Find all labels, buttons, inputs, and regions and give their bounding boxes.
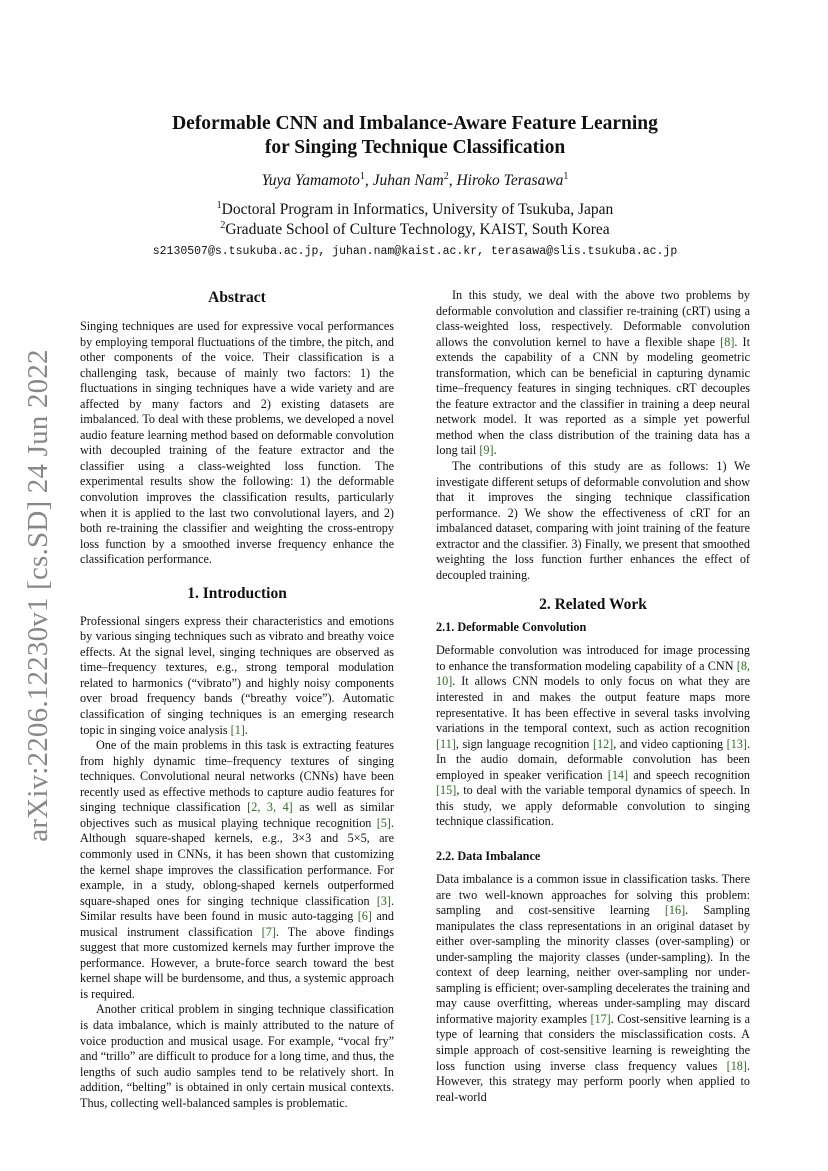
citation-link[interactable]: [5] bbox=[376, 815, 391, 830]
author-list bbox=[80, 172, 750, 190]
citation-link[interactable]: [11] bbox=[436, 736, 456, 751]
affil-mark: 1 bbox=[216, 199, 222, 211]
paper-header bbox=[80, 112, 750, 258]
affil-text: Doctoral Program in Informatics, University of Tsukuba, Japan bbox=[221, 201, 614, 218]
arxiv-id: arXiv:2206.12230v1 [cs.SD] 24 Jun 2022 bbox=[21, 348, 54, 842]
citation-link[interactable]: [12] bbox=[592, 736, 614, 751]
citation-link[interactable]: [8] bbox=[720, 334, 735, 349]
author-name: Yuya Yamamoto bbox=[261, 172, 360, 189]
paper-title bbox=[80, 112, 750, 160]
intro-paragraph-2: One of the main problems in this task is extracting features from highly dynamic time–frequency textures of singing techniques. Convolutional neural networks (CNNs) have been recently used as effective methods to capture audio features for singing technique classification [2, 3, 4] as well as similar objectives such as musical playing technique recognition [5]. Although square-shaped kernels, e.g., 3×3 and 5×5, are commonly used in CNNs, it has been shown that customizing the kernel shape improves the classification performance. For example, in a study, oblong-shaped kernels outperformed square-shaped ones for singing technique classification [3]. Similar results have been found in music auto-tagging [6] and musical instrument classification [7]. The above findings suggest that more customized kernels may further improve the performance. However, a brute-force search toward the best kernel shape will be burdensome, and thus, a systemic approach is required. bbox=[80, 738, 395, 1001]
imbalance-paragraph: Data imbalance is a common issue in classification tasks. There are two well-known approaches for solving this problem: sampling and cost-sensitive learning [16]. Sampling manipulates the class representations in an original dataset by either over-sampling the minority classes (over-sampling) or under-sampling the majority classes (under-sampling). In the context of deep learning, neither over-sampling nor under-sampling is efficient; over-sampling decelerates the training and may cause overfitting, whereas under-sampling may discard informative majority examples [17]. Cost-sensitive learning is a type of learning that considers the misclassification costs. A simple approach of cost-sensitive learning is reweighting the loss function using inverse class frequency values [18]. However, this strategy may perform poorly when applied to real-world bbox=[436, 871, 750, 1104]
affiliation-2 bbox=[80, 220, 750, 240]
citation-link[interactable]: [14] bbox=[607, 767, 629, 782]
author-emails: s2130507@s.tsukuba.ac.jp, juhan.nam@kaist.ac.kr, terasawa@slis.tsukuba.ac.jp bbox=[152, 245, 678, 258]
citation-link[interactable]: [9] bbox=[479, 443, 494, 458]
author-name: Hiroko Terasawa bbox=[456, 172, 564, 189]
contributions-paragraph: The contributions of this study are as follows: 1) We investigate different setups of deformable convolution and show that it improves the singing technique classification performance. 2) We show the effectiveness of cRT for an imbalanced dataset, comparing with joint training of the feature extractor and the classifier. 3) Finally, we present that smoothed weighting the loss function further enhances the effect of decoupled training. bbox=[436, 459, 750, 582]
author-sep: , bbox=[448, 172, 457, 189]
section-heading-related-work: 2. Related Work bbox=[539, 596, 647, 614]
citation-link[interactable]: [8, 10] bbox=[436, 658, 750, 689]
author-affil-mark: 1 bbox=[563, 170, 569, 182]
author-name: Juhan Nam bbox=[372, 172, 444, 189]
abstract-heading: Abstract bbox=[208, 289, 266, 306]
affiliation-1 bbox=[80, 200, 750, 220]
citation-link[interactable]: [18] bbox=[726, 1058, 747, 1073]
author-affil-mark: 1 bbox=[359, 170, 365, 182]
left-column bbox=[80, 288, 394, 1111]
arxiv-watermark bbox=[18, 348, 58, 842]
intro-paragraph-1: Professional singers express their characteristics and emotions by various singing techniques such as vibrato and breathy voice effects. At the signal level, singing techniques are observed as time–frequency textures, e.g., strong temporal modulation related to harmonics (“vibrato”) and highly noisy components over broad frequency bands (“breathy voice”). Automatic classification of singing techniques is an emerging research topic in singing voice analysis [1]. bbox=[80, 613, 394, 737]
citation-link[interactable]: [15] bbox=[436, 783, 457, 798]
abstract-text: Singing techniques are used for expressive vocal performances by employing temporal fluctuations of the timbre, the pitch, and other components of the voice. Their classification is a challenging task, because of mainly two factors: 1) the fluctuations in singing techniques have a wide variety and are affected by many factors and 2) existing datasets are imbalanced. To deal with these problems, we developed a novel audio feature learning method based on deformable convolution with decoupled training of the feature extractor and the classifier using a class-weighted loss function. The experimental results show the following: 1) the deformable convolution improves the classification results, particularly when it is applied to the last two convolutional layers, and 2) both re-training the classifier and weighting the cross-entropy loss function by a smoothed inverse frequency enhance the classification performance. bbox=[80, 319, 394, 567]
citation-link[interactable]: [1] bbox=[230, 722, 245, 737]
title-line-2: for Singing Technique Classification bbox=[264, 137, 566, 158]
deformable-paragraph: Deformable convolution was introduced for image processing to enhance the transformation modeling capability of a CNN [8, 10]. It allows CNN models to only focus on what they are interested in and makes the output feature maps more representative. It has been effective in several tasks involving variations in the temporal context, such as action recognition [11], sign language recognition [12], and video captioning [13]. In the audio domain, deformable convolution has been employed in speaker verification [14] and speech recognition [15], to deal with the variable temporal dynamics of speech. In this study, we apply deformable convolution to singing technique classification. bbox=[436, 643, 750, 829]
citation-link[interactable]: [6] bbox=[357, 909, 372, 924]
author-affil-mark: 2 bbox=[443, 170, 449, 182]
citation-link[interactable]: [7] bbox=[261, 924, 276, 939]
subsection-heading-imbalance: 2.2. Data Imbalance bbox=[436, 848, 541, 863]
right-column bbox=[436, 288, 750, 1105]
citation-link[interactable]: [13] bbox=[726, 736, 747, 751]
affiliations bbox=[80, 200, 750, 240]
intro-paragraph-4: In this study, we deal with the above two problems by deformable convolution and classifier re-training (cRT) using a class-weighted loss, respectively. Deformable convolution allows the convolution kernel to have a flexible shape [8]. It extends the capability of a CNN by modeling geometric transformation, which can be beneficial in capturing dynamic time–frequency features in singing techniques. cRT decouples the feature extractor and the classifier in training a deep neural network model. It was reported as a simple yet powerful method when the class distribution of the training data has a long tail [9]. bbox=[436, 288, 750, 458]
section-heading-introduction: 1. Introduction bbox=[187, 584, 287, 602]
affil-text: Graduate School of Culture Technology, KAIST, South Korea bbox=[225, 221, 610, 238]
intro-paragraph-3: Another critical problem in singing technique classification is data imbalance, which is mainly attributed to the nature of voice production and musical usage. For example, “vocal fry” and “trillo” are difficult to produce for a long time, and thus, the lengths of such audio samples tend to be relatively short. In addition, “belting” is obtained in only certain musical contexts. Thus, collecting well-balanced samples is problematic. bbox=[80, 1002, 394, 1110]
title-line-1: Deformable CNN and Imbalance-Aware Feature Learning bbox=[172, 113, 658, 134]
citation-link[interactable]: [17] bbox=[590, 1011, 611, 1026]
citation-link[interactable]: [3] bbox=[376, 893, 391, 908]
citation-link[interactable]: [16] bbox=[664, 903, 686, 918]
citation-link[interactable]: [2, 3, 4] bbox=[247, 800, 293, 815]
author-sep: , bbox=[364, 172, 373, 189]
subsection-heading-deformable: 2.1. Deformable Convolution bbox=[436, 620, 587, 635]
affil-mark: 2 bbox=[220, 219, 226, 231]
